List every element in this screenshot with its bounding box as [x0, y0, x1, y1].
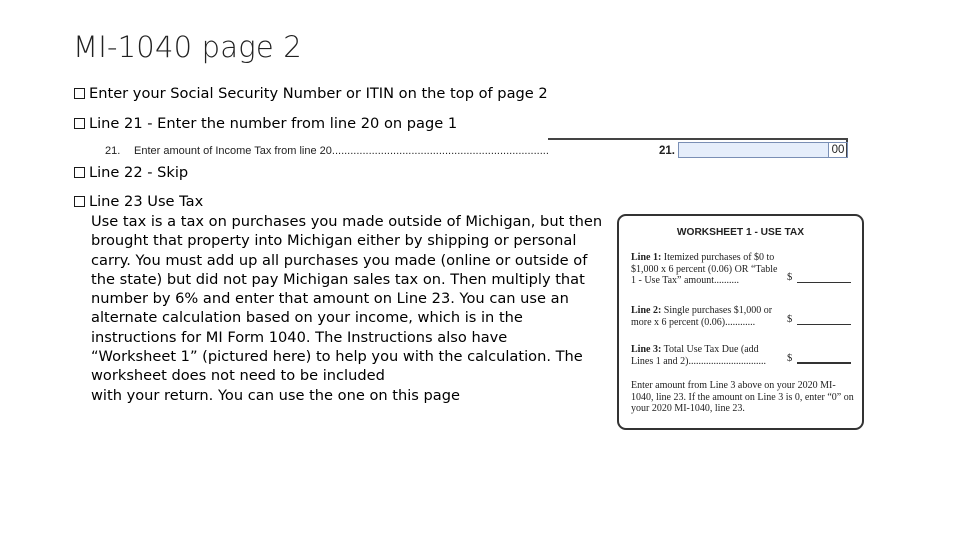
- income-tax-amount-field: [678, 142, 829, 158]
- worksheet-line-text: Itemized purchases of $0 to $1,000 x 6 percent (0.06) OR “Table 1 - Use Tax” amount..........: [631, 252, 778, 286]
- paragraph-line: the state) but did not pay Michigan sales tax on. Then multiply that: [91, 270, 585, 288]
- slide-title: MI-1040 page 2: [73, 30, 302, 64]
- bullet-text: Enter your Social Security Number or ITIN on the top of page 2: [89, 85, 548, 102]
- paragraph-line: “Worksheet 1” (pictured here) to help you with the calculation. The: [91, 348, 583, 366]
- worksheet-note: Enter amount from Line 3 above on your 2020 MI-1040, line 23. If the amount on Line 3 is 0, enter “0” on your 2020 MI-1040, line 23.: [631, 380, 854, 414]
- worksheet-line-text: Single purchases $1,000 or more x 6 percent (0.06)............: [631, 305, 773, 328]
- cents-field: 00: [828, 142, 848, 158]
- dollar-sign: $: [787, 272, 793, 283]
- bullet-ssn: [74, 84, 548, 104]
- use-tax-paragraph: [91, 212, 611, 405]
- worksheet-line-1: [631, 252, 781, 287]
- dollar-sign: $: [787, 314, 793, 325]
- worksheet-title: WORKSHEET 1 - USE TAX: [676, 227, 805, 238]
- bullet-line21: [74, 114, 457, 134]
- paragraph-line: worksheet does not need to be included: [91, 367, 385, 385]
- worksheet-line-label: Line 1:: [631, 252, 662, 263]
- bullet-text: Line 22 - Skip: [89, 164, 189, 181]
- paragraph-line: number by 6% and enter that amount on Line 23. You can use an: [91, 290, 569, 308]
- paragraph-line: carry. You must add up all purchases you made (online or outside of: [91, 251, 588, 269]
- form-line-label: Enter amount of Income Tax from line 20.......................................................................: [134, 145, 549, 157]
- amount-line: [797, 362, 851, 364]
- form-line-21-image: [100, 136, 850, 160]
- checkbox-bullet-icon: [74, 196, 85, 207]
- paragraph-line: alternate calculation based on your income, which is in the: [91, 309, 523, 327]
- paragraph-line: brought that property into Michigan either by shipping or personal: [91, 232, 577, 250]
- bullet-line22: [74, 163, 188, 183]
- dollar-sign: $: [787, 353, 793, 364]
- paragraph-line: with your return. You can use the one on this page: [91, 386, 460, 404]
- amount-line: [797, 282, 851, 283]
- checkbox-bullet-icon: [74, 88, 85, 99]
- form-divider: [548, 138, 848, 140]
- checkbox-bullet-icon: [74, 167, 85, 178]
- bullet-line23: [74, 192, 203, 212]
- checkbox-bullet-icon: [74, 118, 85, 129]
- worksheet-line-2: [631, 305, 781, 328]
- worksheet-line-label: Line 3:: [631, 344, 662, 355]
- worksheet-line-text: Total Use Tax Due (add Lines 1 and 2)...............................: [631, 344, 766, 367]
- paragraph-line: Use tax is a tax on purchases you made outside of Michigan, but then: [91, 213, 603, 230]
- form-line-right-number: 21.: [659, 145, 675, 157]
- amount-line: [797, 324, 851, 325]
- worksheet-line-label: Line 2:: [631, 305, 662, 316]
- bullet-text: Line 21 - Enter the number from line 20 on page 1: [89, 115, 458, 132]
- worksheet-line-3: [631, 344, 781, 367]
- bullet-text: Line 23 Use Tax: [89, 193, 204, 210]
- paragraph-line: instructions for MI Form 1040. The Instructions also have: [91, 328, 508, 346]
- form-line-number: 21.: [105, 145, 121, 157]
- worksheet-1-image: [617, 214, 864, 430]
